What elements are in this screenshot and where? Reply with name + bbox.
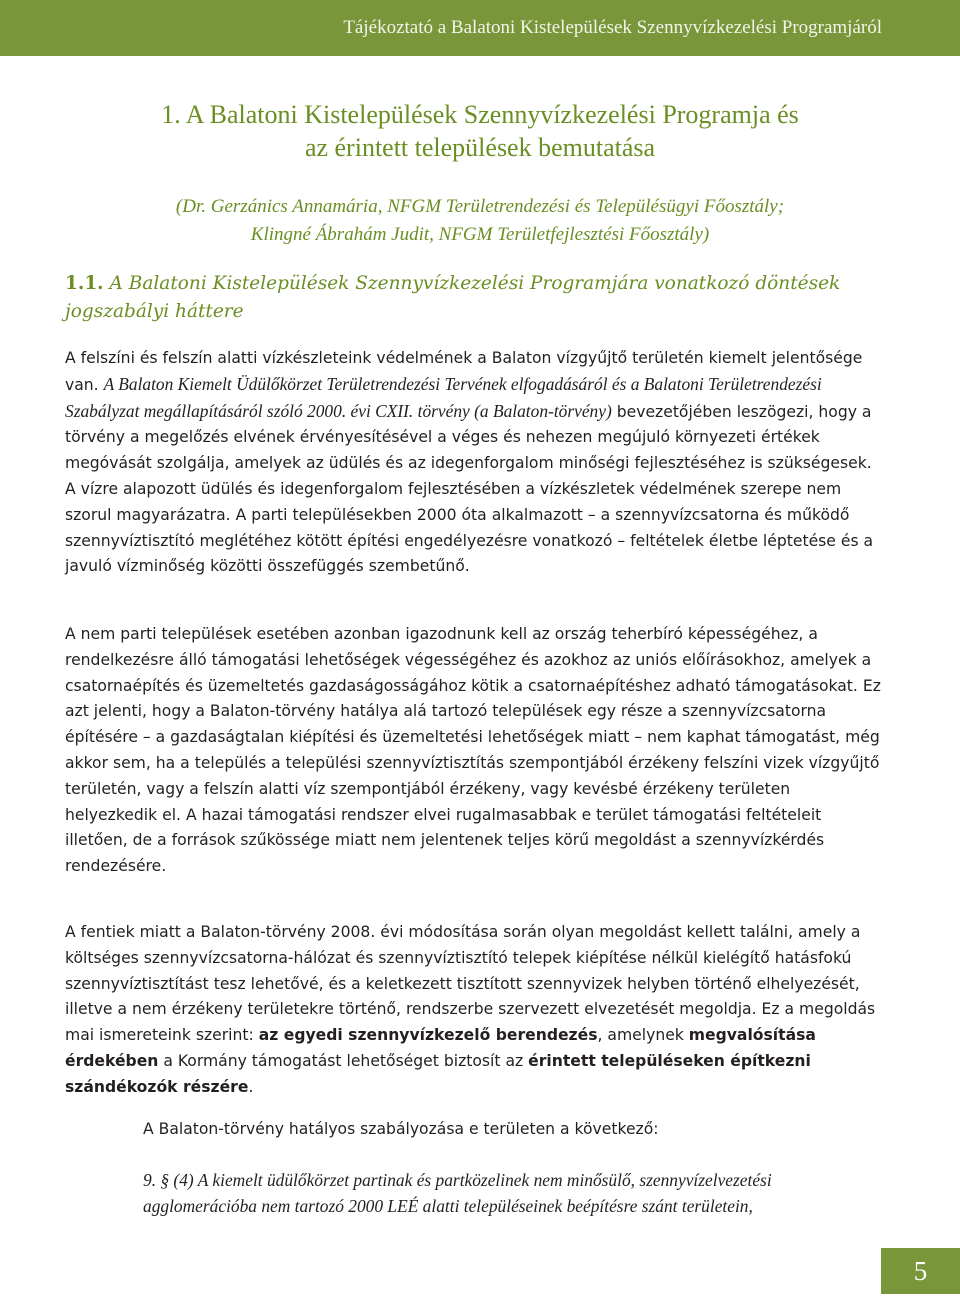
header-title: Tájékoztató a Balatoni Kistelepülések Szennyvízkezelési Programjáról	[343, 17, 882, 38]
law-quote	[143, 1168, 883, 1219]
paragraph-3-text-a: A fentiek miatt a Balaton-törvény 2008. évi módosítása során olyan megoldást kellett találni, amely a költséges szennyvízcsatorna-hálózat és szennyvíztisztító telepek kiépítése nélkül kielégítő hatásfokú szennyvíztisztítást tesz lehetővé, és a keletkezett tisztított szennyvizek helyben történő elhelyezését, illetve a nem érzékeny területekre történő, rendszerbe szervezett elvezetését megoldja. Ez a megoldás mai ismereteink szerint:	[65, 923, 876, 1045]
subsection-title: A Balatoni Kistelepülések Szennyvízkezelési Programjára vonatkozó döntések jogszabályi háttere	[65, 273, 841, 322]
paragraph-3-text-d: .	[248, 1077, 254, 1096]
paragraph-1	[65, 346, 883, 580]
page-number: 5	[913, 1255, 928, 1286]
paragraph-2-text: A nem parti települések esetében azonban igazodnunk kell az ország teherbíró képességéhez, a rendelkezésre álló támogatási lehetőségek végességéhez és azokhoz az uniós előírásokhoz, amelyek a csatornaépítés és üzemeltetés gazdaságosságához kötik a csatornaépítéshez adható támogatásokat. Ez azt jelenti, hogy a Balaton-törvény hatálya alá tartozó települések egy része a szennyvízcsatorna építésére – a gazdaságtalan kiépítési és üzemeltetési lehetőségek miatt – nem kaphat támogatást, még akkor sem, ha a település a települési szennyvíztisztítás szempontjából érzékeny felszíni vizek vízgyűjtő területén, vagy a felszín alatti víz szempontjából érzékeny, vagy kevésbé érzékeny területen helyezkedik el. A hazai támogatási rendszer elvei rugalmasabbak e terület támogatási feltételeit illetően, de a források szűkössége miatt nem jelentenek teljes körű megoldást a szennyvízkérdés rendezésére.	[65, 625, 881, 876]
paragraph-4	[143, 1117, 883, 1143]
authors-line-1: (Dr. Gerzánics Annamária, NFGM Területrendezési és Településügyi Főosztály;	[175, 196, 785, 217]
bold-phrase-purpose: megvalósítása érdekében	[65, 1026, 816, 1070]
header-bar	[0, 0, 960, 56]
section-heading-line-1: 1. A Balatoni Kistelepülések Szennyvízkezelési Programja és	[161, 100, 799, 129]
page-number-box	[881, 1248, 960, 1294]
section-heading	[90, 98, 870, 164]
paragraph-4-text: A Balaton-törvény hatályos szabályozása e területen a következő:	[143, 1120, 659, 1138]
paragraph-2	[65, 622, 883, 880]
subsection-heading	[65, 270, 885, 326]
paragraph-3-text-c: a Kormány támogatást lehetőséget biztosít az	[158, 1051, 529, 1070]
bold-phrase-device: az egyedi szennyvízkezelő berendezés	[258, 1026, 598, 1045]
paragraph-3	[65, 920, 883, 1101]
authors	[100, 193, 860, 249]
section-heading-line-2: az érintett települések bemutatása	[304, 133, 656, 162]
subsection-number: 1.1.	[65, 273, 104, 294]
paragraph-1-text-a: A felszíni és felszín alatti vízkészleteink védelmének a Balaton vízgyűjtő területén kiemelt jelentősége van.	[65, 349, 863, 394]
authors-line-2: Klingné Ábrahám Judit, NFGM Területfejlesztési Főosztály)	[250, 224, 710, 245]
paragraph-1-text-b: bevezetőjében leszögezi, hogy a törvény a megelőzés elvének érvényesítésével a véges és nehezen megújuló környezeti értékek megóvását szolgálja, amelyek az üdülés és az idegenforgalom minőségi fejlesztéséhez is szükségesek. A vízre alapozott üdülés és idegenforgalom fejlesztésében a vízkészletek védelmének szerepe nem szorul magyarázatra. A parti településekben 2000 óta alkalmazott – a szennyvízcsatorna és működő szennyvíztisztító meglétéhez kötött építési engedélyezésre vonatkozó – feltételek életbe léptetése és a javuló vízminőség közötti összefüggés szembetűnő.	[65, 402, 874, 576]
law-title-citation: A Balaton Kiemelt Üdülőkörzet Területrendezési Tervének elfogadásáról és a Balatoni Területrendezési Szabályzat megállapításáról szóló 2000. évi CXII. törvény (a Balaton-törvény)	[65, 373, 822, 421]
paragraph-3-text-b: , amelynek	[597, 1026, 689, 1045]
bold-phrase-beneficiaries: érintett településeken építkezni szándékozók részére	[65, 1051, 811, 1096]
law-quote-text: 9. § (4) A kiemelt üdülőkörzet partinak és partközelinek nem minősülő, szennyvízelvezetési agglomerációba nem tartozó 2000 LEÉ alatti településeinek beépítésre szánt területein,	[143, 1170, 772, 1216]
